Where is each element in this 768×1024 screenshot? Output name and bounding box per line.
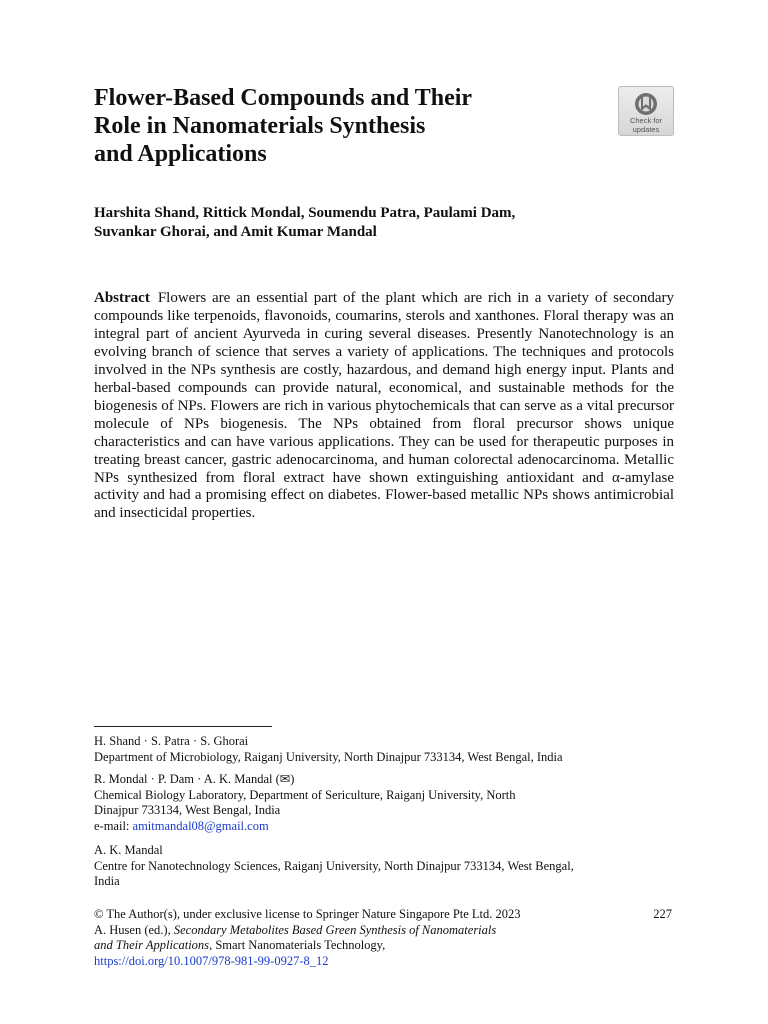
page-footer (94, 907, 674, 970)
footnote-divider (94, 726, 272, 727)
affiliation-names: R. Mondal · P. Dam · A. K. Mandal (✉) (94, 772, 295, 786)
affiliation-address: Centre for Nanotechnology Sciences, Raiganj University, North Dinajpur 733134, West Bengal, (94, 858, 574, 873)
title-line: Flower-Based Compounds and Their (94, 85, 473, 111)
chapter-title (94, 84, 594, 168)
email-label: e-mail: (94, 819, 133, 834)
copyright-line: © The Author(s), under exclusive license to Springer Nature Singapore Pte Ltd. 2023 (94, 907, 521, 921)
affiliation-address: Department of Microbiology, Raiganj University, North Dinajpur 733134, West Bengal, India (94, 749, 563, 764)
series-name: , Smart Nanomaterials Technology, (209, 938, 386, 953)
author-list (94, 204, 674, 242)
editor: A. Husen (ed.), (94, 922, 174, 937)
book-title: Secondary Metabolites Based Green Synthesis of Nanomaterials (173, 922, 497, 937)
badge-label: updates (632, 125, 660, 134)
affiliation-email (94, 819, 674, 835)
badge-label: Check for (629, 116, 663, 125)
affiliation-address: Chemical Biology Laboratory, Department of Sericulture, Raiganj University, North (94, 787, 516, 802)
doi-line (94, 954, 674, 970)
citation-line (94, 938, 674, 954)
affiliation-address: India (94, 874, 120, 889)
check-for-updates-icon (633, 92, 659, 116)
abstract-label: Abstract (94, 290, 150, 306)
affiliation-block (94, 734, 674, 765)
title-line: Role in Nanomaterials Synthesis (94, 113, 426, 139)
page-number: 227 (653, 907, 672, 921)
affiliation-block (94, 843, 674, 890)
affiliation-names: A. K. Mandal (94, 843, 163, 857)
book-title: and Their Applications (94, 938, 210, 953)
citation-line (94, 923, 674, 939)
author-line: Suvankar Ghorai, and Amit Kumar Mandal (94, 224, 377, 240)
title-line: and Applications (94, 141, 267, 167)
abstract-text: Flowers are an essential part of the plant which are rich in a variety of secondary compounds like terpenoids, flavonoids, coumarins, sterols and xanthones. Floral therapy was an integral part of ancient Ayurveda in curing several diseases. Presently Nanotechnology is an evolving branch of science that serves a variety of applications. The techniques and protocols involved in the NPs synthesis are costly, hazardous, and demand high energy input. Plants and herbal-based compounds can provide natural, economical, and sustainable methods for the biogenesis of NPs. Flowers are rich in various phytochemicals that can serve as a vital precursor molecule of NPs biogenesis. The NPs obtained from floral precursor shows unique characteristics and can have various applications. They can be used for therapeutic purposes in treating breast cancer, gastric adenocarcinoma, and human colorectal adenocarcinoma. Metallic NPs synthesized from floral extract have shown extinguishing antioxidant and α-amylase activity and had a promising effect on diabetes. Flower-based metallic NPs shows antimicrobial and insecticidal properties. (94, 290, 674, 522)
author-line: Harshita Shand, Rittick Mondal, Soumendu Patra, Paulami Dam, (94, 205, 516, 221)
check-for-updates-badge[interactable] (618, 86, 674, 136)
affiliation-names: H. Shand · S. Patra · S. Ghorai (94, 734, 249, 748)
affiliation-address: Dinajpur 733134, West Bengal, India (94, 803, 281, 818)
affiliation-block (94, 772, 674, 835)
doi-link[interactable]: https://doi.org/10.1007/978-981-99-0927-8_12 (94, 954, 329, 969)
email-link[interactable]: amitmandal08@gmail.com (132, 819, 269, 834)
abstract (94, 290, 674, 523)
